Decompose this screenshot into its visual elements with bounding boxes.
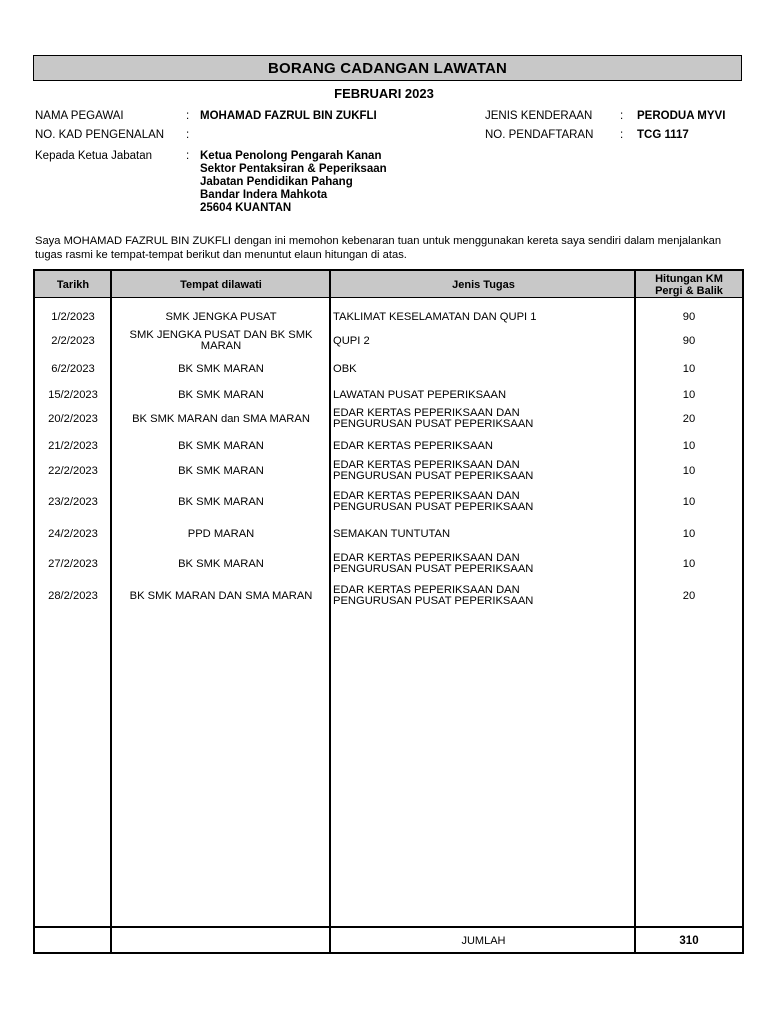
row-task-line: SEMAKAN TUNTUTAN: [333, 527, 451, 540]
row-place: [113, 490, 329, 514]
row-task-line: PENGURUSAN PUSAT PEPERIKSAAN: [333, 418, 534, 430]
row-place: [113, 459, 329, 483]
row-place-text: [130, 330, 313, 352]
row-task: [332, 459, 633, 483]
row-place-line: SMK JENGKA PUSAT DAN BK SMK: [129, 329, 313, 341]
row-task-line: EDAR KERTAS PEPERIKSAAN DAN: [333, 584, 520, 596]
row-task-line: OBK: [333, 362, 357, 375]
row-date: 21/2/2023: [48, 439, 98, 452]
row-place: [113, 329, 329, 353]
header-hitungan-km: [636, 271, 742, 298]
row-place: [113, 407, 329, 431]
row-task-line: PENGURUSAN PUSAT PEPERIKSAAN: [333, 470, 534, 482]
row-km: 10: [682, 464, 696, 477]
row-km: 10: [682, 362, 696, 375]
row-task-text: [333, 460, 533, 482]
row-place: [113, 552, 329, 576]
form-month: FEBRUARI 2023: [334, 86, 434, 101]
row-place-line: BK SMK MARAN: [178, 388, 264, 401]
row-place: [113, 305, 329, 329]
row-place: [113, 383, 329, 407]
row-task: [332, 383, 633, 407]
header-km-line1: Hitungan KM: [655, 272, 723, 285]
row-km: 10: [682, 439, 696, 452]
address-block: [200, 150, 387, 215]
row-task-line: EDAR KERTAS PEPERIKSAAN DAN: [333, 407, 520, 419]
row-task-line: PENGURUSAN PUSAT PEPERIKSAAN: [333, 501, 534, 513]
row-place-line: BK SMK MARAN: [178, 557, 264, 570]
no-pendaftaran-label: NO. PENDAFTARAN: [485, 129, 594, 141]
header-jenis-tugas: Jenis Tugas: [452, 278, 515, 291]
row-task-line: LAWATAN PUSAT PEPERIKSAAN: [333, 388, 507, 401]
row-place-text: [165, 312, 276, 323]
address-line: 25604 KUANTAN: [200, 202, 292, 214]
row-place-line: BK SMK MARAN: [178, 464, 264, 477]
nama-label: NAMA PEGAWAI: [35, 110, 124, 122]
row-date: 28/2/2023: [48, 589, 98, 602]
row-task: [332, 522, 633, 546]
jenis-kenderaan-value: PERODUA MYVI: [637, 110, 726, 122]
kad-label: NO. KAD PENGENALAN: [35, 129, 165, 141]
form-title: BORANG CADANGAN LAWATAN: [33, 55, 742, 81]
row-date: 6/2/2023: [51, 362, 95, 375]
address-line: Bandar Indera Mahkota: [200, 189, 328, 201]
row-place-text: [178, 390, 264, 401]
statement-text: Saya MOHAMAD FAZRUL BIN ZUKFLI dengan ini memohon kebenaran tuan untuk menggunakan kereta saya sendiri dalam menjalankan tugas rasmi ke tempat-tempat berikut dan menuntut elaun hitungan di atas.: [35, 235, 722, 261]
column-divider: [329, 271, 331, 952]
header-tarikh: Tarikh: [56, 278, 90, 291]
row-date: 15/2/2023: [48, 388, 98, 401]
row-place-line: BK SMK MARAN dan SMA MARAN: [132, 412, 310, 425]
jumlah-total: 310: [679, 935, 699, 947]
row-km: 10: [682, 557, 696, 570]
row-task-text: [333, 441, 493, 452]
row-task-text: [333, 529, 450, 540]
header-tempat: Tempat dilawati: [180, 278, 262, 291]
row-place-line: PPD MARAN: [187, 527, 255, 540]
row-task-text: [333, 312, 537, 323]
row-date: 24/2/2023: [48, 527, 98, 540]
row-km: 10: [682, 388, 696, 401]
row-task-line: EDAR KERTAS PEPERIKSAAN DAN: [333, 490, 520, 502]
row-task: [332, 434, 633, 458]
row-task-text: [333, 491, 533, 513]
row-task-text: [333, 553, 533, 575]
row-task-text: [333, 390, 506, 401]
row-km: 90: [682, 310, 696, 323]
kad-colon: :: [186, 129, 190, 141]
no-pendaftaran-value: TCG 1117: [637, 129, 689, 141]
address-line: Ketua Penolong Pengarah Kanan: [200, 150, 382, 162]
row-task: [332, 584, 633, 608]
row-place: [113, 522, 329, 546]
row-km: 10: [682, 527, 696, 540]
row-place-text: [178, 559, 264, 570]
daftar-colon: :: [620, 129, 624, 141]
row-place: [113, 584, 329, 608]
row-date: 2/2/2023: [51, 334, 95, 347]
row-task-text: [333, 336, 370, 347]
header-km-line2: Pergi & Balik: [655, 284, 723, 297]
row-place-text: [130, 591, 313, 602]
row-task-line: QUPI 2: [333, 334, 370, 347]
row-date: 22/2/2023: [48, 464, 98, 477]
row-task: [332, 305, 633, 329]
row-place-line: BK SMK MARAN: [178, 495, 264, 508]
kepada-label: Kepada Ketua Jabatan: [35, 150, 153, 162]
row-task: [332, 407, 633, 431]
address-line: Sektor Pentaksiran & Peperiksaan: [200, 163, 387, 175]
row-date: 1/2/2023: [51, 310, 95, 323]
row-date: 27/2/2023: [48, 557, 98, 570]
jumlah-label: JUMLAH: [461, 935, 506, 947]
row-place-line: BK SMK MARAN: [178, 439, 264, 452]
row-place-text: [188, 529, 255, 540]
row-date: 20/2/2023: [48, 412, 98, 425]
jenis-kenderaan-label: JENIS KENDERAAN: [485, 110, 593, 122]
row-place: [113, 357, 329, 381]
row-task-line: PENGURUSAN PUSAT PEPERIKSAAN: [333, 595, 534, 607]
row-place-line: BK SMK MARAN: [178, 362, 264, 375]
row-task: [332, 357, 633, 381]
row-task-line: EDAR KERTAS PEPERIKSAAN DAN: [333, 459, 520, 471]
row-place-line: MARAN: [200, 340, 242, 352]
row-place-text: [178, 466, 264, 477]
row-place-text: [178, 441, 264, 452]
address-line: Jabatan Pendidikan Pahang: [200, 176, 353, 188]
row-place-text: [132, 414, 310, 425]
visit-table: [33, 269, 744, 954]
row-place-text: [178, 497, 264, 508]
nama-value: MOHAMAD FAZRUL BIN ZUKFLI: [200, 110, 377, 122]
row-task-text: [333, 585, 533, 607]
row-km: 10: [682, 495, 696, 508]
row-date: 23/2/2023: [48, 495, 98, 508]
row-place: [113, 434, 329, 458]
row-task-line: TAKLIMAT KESELAMATAN DAN QUPI 1: [333, 310, 537, 323]
row-km: 20: [682, 589, 696, 602]
row-task: [332, 490, 633, 514]
row-task: [332, 329, 633, 353]
row-task-line: EDAR KERTAS PEPERIKSAAN DAN: [333, 552, 520, 564]
row-place-line: BK SMK MARAN DAN SMA MARAN: [129, 589, 313, 602]
row-place-text: [178, 364, 264, 375]
kepada-colon: :: [186, 150, 190, 162]
row-task-line: PENGURUSAN PUSAT PEPERIKSAAN: [333, 563, 534, 575]
row-km: 90: [682, 334, 696, 347]
nama-colon: :: [186, 110, 190, 122]
row-task-text: [333, 408, 533, 430]
row-km: 20: [682, 412, 696, 425]
row-task: [332, 552, 633, 576]
jenis-colon: :: [620, 110, 624, 122]
row-task-line: EDAR KERTAS PEPERIKSAAN: [333, 439, 493, 452]
row-task-text: [333, 364, 357, 375]
row-place-line: SMK JENGKA PUSAT: [165, 310, 277, 323]
